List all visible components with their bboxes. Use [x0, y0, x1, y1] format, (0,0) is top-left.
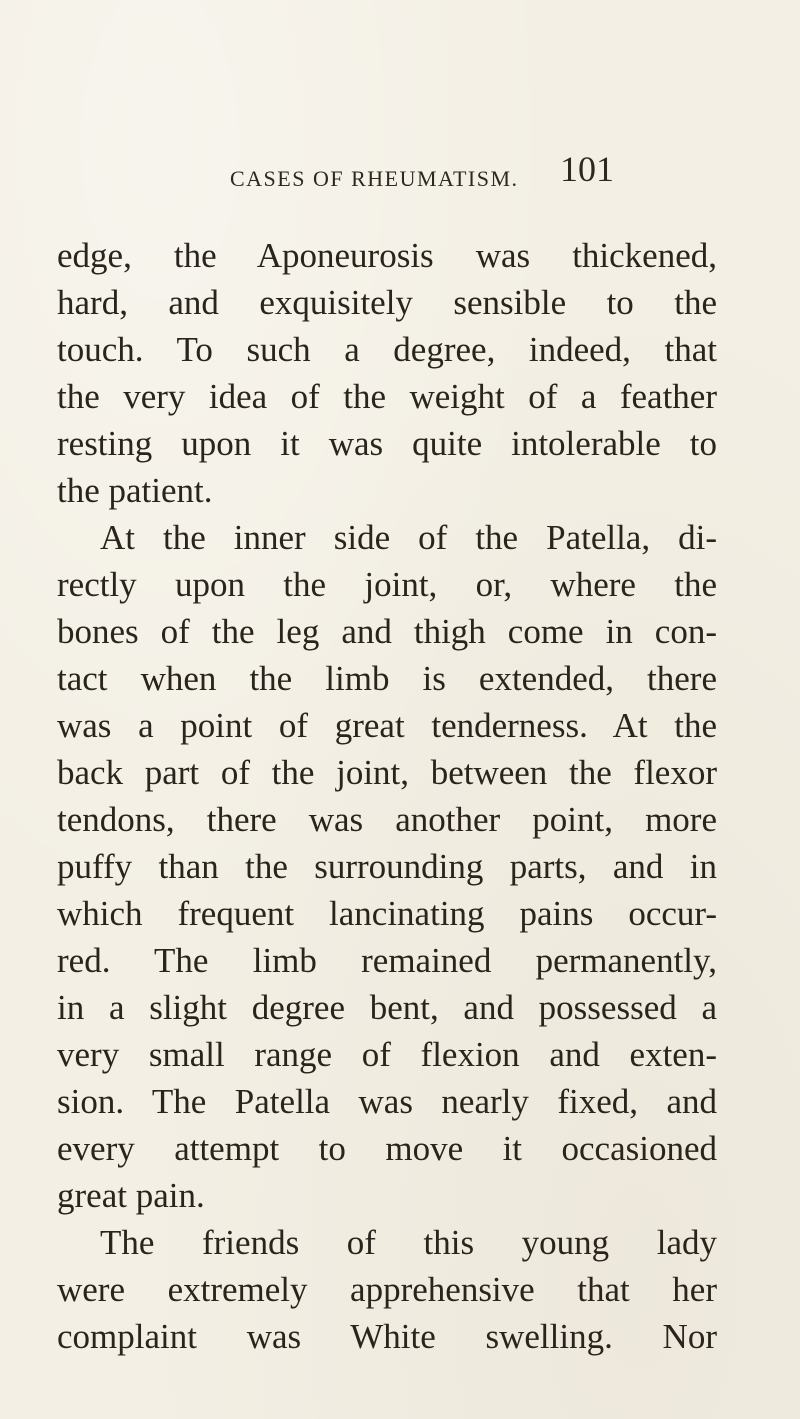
text-line: the patient. [57, 471, 213, 510]
text-line: rectly upon the joint, or, where the [57, 565, 717, 604]
text-line: At the inner side of the Patella, di- [100, 518, 717, 557]
text-line: back part of the joint, between the flexor [57, 753, 717, 792]
text-line: the very idea of the weight of a feather [57, 377, 717, 416]
text-line: tact when the limb is extended, there [57, 659, 717, 698]
text-line: tendons, there was another point, more [57, 800, 717, 839]
text-line: edge, the Aponeurosis was thickened, [57, 236, 717, 275]
text-line: red. The limb remained permanently, [57, 941, 717, 980]
text-line: resting upon it was quite intolerable to [57, 424, 717, 463]
text-line: which frequent lancinating pains occur- [57, 894, 717, 933]
text-line: were extremely apprehensive that her [57, 1270, 717, 1309]
text-line: in a slight degree bent, and possessed a [57, 988, 717, 1027]
text-line: The friends of this young lady [100, 1223, 717, 1262]
text-line: very small range of flexion and exten- [57, 1035, 717, 1074]
text-line: hard, and exquisitely sensible to the [57, 283, 717, 322]
text-line: complaint was White swelling. Nor [57, 1317, 717, 1356]
text-line: every attempt to move it occasioned [57, 1129, 717, 1168]
running-head: CASES OF RHEUMATISM. [230, 166, 519, 191]
text-line: touch. To such a degree, indeed, that [57, 330, 717, 369]
page-number: 101 [560, 149, 614, 189]
text-line: was a point of great tenderness. At the [57, 706, 717, 745]
text-line: sion. The Patella was nearly fixed, and [57, 1082, 717, 1121]
text-line: great pain. [57, 1176, 205, 1215]
text-line: bones of the leg and thigh come in con- [57, 612, 717, 651]
text-line: puffy than the surrounding parts, and in [57, 847, 717, 886]
